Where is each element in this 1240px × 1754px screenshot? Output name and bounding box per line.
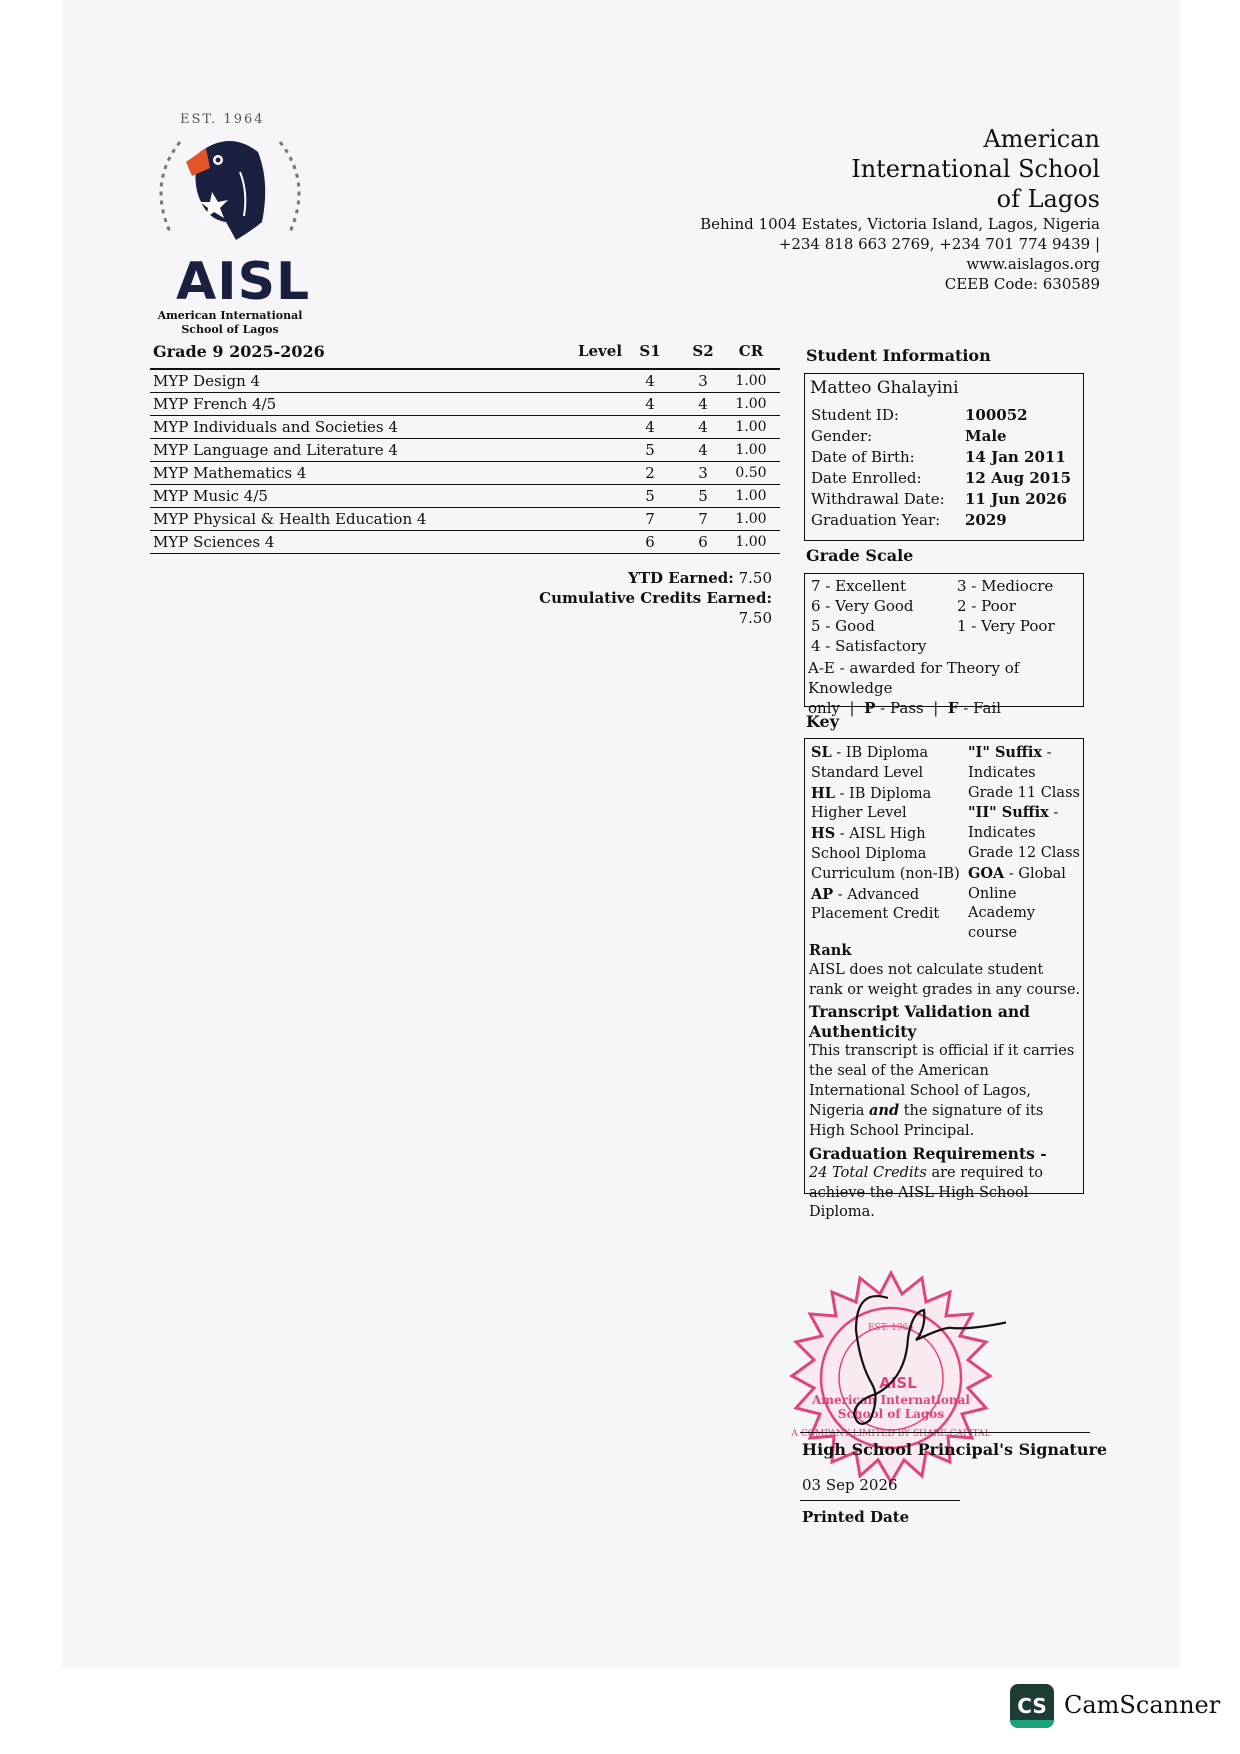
printed-date-value: 03 Sep 2026 xyxy=(802,1476,898,1494)
course-name: MYP Design 4 xyxy=(153,372,261,390)
school-phones: +234 818 663 2769, +234 701 774 9439 | xyxy=(778,235,1100,253)
student-field-value: 100052 xyxy=(965,406,1028,424)
logo-est-text: EST. 1964 xyxy=(180,112,265,127)
svg-text:EST. 1964: EST. 1964 xyxy=(867,1323,915,1333)
course-credit: 1.00 xyxy=(735,396,767,412)
course-row xyxy=(150,370,780,393)
grad-req-title: Graduation Requirements - xyxy=(809,1143,1047,1163)
course-name: MYP Music 4/5 xyxy=(153,487,268,505)
course-credit: 1.00 xyxy=(735,419,767,435)
student-field-row xyxy=(811,511,1081,533)
course-row xyxy=(150,416,780,439)
grade-scale-left xyxy=(811,576,951,656)
printed-date-line xyxy=(800,1500,960,1501)
grade-scale-title: Grade Scale xyxy=(806,546,914,565)
course-name: MYP Mathematics 4 xyxy=(153,464,307,482)
course-credit: 0.50 xyxy=(735,465,767,481)
key-notes xyxy=(809,941,1081,1223)
course-credit: 1.00 xyxy=(735,488,767,504)
col-s1: S1 xyxy=(639,342,661,360)
course-name: MYP Language and Literature 4 xyxy=(153,441,398,459)
student-field-row xyxy=(811,427,1081,449)
ytd-label: YTD Earned: xyxy=(628,569,734,587)
student-field-value: 12 Aug 2015 xyxy=(965,469,1072,487)
student-field-value: 11 Jun 2026 xyxy=(965,490,1067,508)
grade-scale-note-1: A-E - awarded for Theory of Knowledge xyxy=(808,659,1020,697)
student-field-label: Graduation Year: xyxy=(811,511,941,529)
course-row xyxy=(150,485,780,508)
student-field-row xyxy=(811,490,1081,512)
course-name: MYP French 4/5 xyxy=(153,395,277,413)
course-s2: 7 xyxy=(698,510,708,528)
school-address: Behind 1004 Estates, Victoria Island, Lagos, Nigeria xyxy=(700,215,1100,233)
course-row xyxy=(150,393,780,416)
course-name: MYP Physical & Health Education 4 xyxy=(153,510,427,528)
key-box xyxy=(804,738,1084,1221)
course-name: MYP Individuals and Societies 4 xyxy=(153,418,398,436)
student-info-box xyxy=(804,373,1084,541)
grade-scale-item: 5 - Good xyxy=(811,617,875,635)
printed-date-label: Printed Date xyxy=(802,1508,910,1526)
school-seal-stamp xyxy=(776,1268,1006,1498)
course-s2: 3 xyxy=(698,372,708,390)
grade-scale-note-2: only | P - Pass | F - Fail xyxy=(808,699,1002,717)
student-field-label: Withdrawal Date: xyxy=(811,490,945,508)
cumulative-label: Cumulative Credits Earned: xyxy=(539,589,772,607)
grade-year-heading: Grade 9 2025-2026 xyxy=(153,342,325,361)
grade-scale-item: 6 - Very Good xyxy=(811,597,914,615)
grade-scale-box xyxy=(804,573,1084,717)
eagle-emblem-icon xyxy=(140,112,320,262)
course-name: MYP Sciences 4 xyxy=(153,533,275,551)
student-field-label: Date Enrolled: xyxy=(811,469,922,487)
svg-text:American International: American International xyxy=(811,1393,971,1407)
grade-scale-item: 1 - Very Poor xyxy=(957,617,1055,635)
rank-title: Rank xyxy=(809,942,852,959)
course-credit: 1.00 xyxy=(735,442,767,458)
student-field-row xyxy=(811,406,1081,428)
course-s1: 7 xyxy=(645,510,655,528)
course-credit: 1.00 xyxy=(735,534,767,550)
grade-scale-item: 3 - Mediocre xyxy=(957,577,1054,595)
key-item: AP - Advanced Placement Credit xyxy=(811,885,940,923)
grade-scale-item: 4 - Satisfactory xyxy=(811,637,927,655)
key-title: Key xyxy=(806,712,840,731)
validation-text: This transcript is official if it carries the seal of the American International School of Lagos, Nigeria and the signature of its High School Principal. xyxy=(809,1042,1075,1140)
student-name: Matteo Ghalayini xyxy=(810,378,959,398)
school-logo xyxy=(140,112,320,336)
svg-text:AISL: AISL xyxy=(879,1374,917,1392)
course-row xyxy=(150,462,780,485)
course-s1: 4 xyxy=(645,418,655,436)
course-s2: 5 xyxy=(698,487,708,505)
course-s2: 3 xyxy=(698,464,708,482)
course-s1: 5 xyxy=(645,487,655,505)
course-row xyxy=(150,439,780,462)
course-row xyxy=(150,508,780,531)
svg-text:School of Lagos: School of Lagos xyxy=(837,1407,945,1421)
signature-label: High School Principal's Signature xyxy=(802,1440,1108,1459)
key-item: GOA - Global Online Academy course xyxy=(968,864,1066,942)
school-ceeb: CEEB Code: 630589 xyxy=(944,275,1100,293)
student-field-row xyxy=(811,448,1081,470)
grad-req-text: 24 Total Credits are required to achieve the AISL High School Diploma. xyxy=(809,1164,1043,1221)
col-s2: S2 xyxy=(692,342,714,360)
school-name: American International School of Lagos xyxy=(851,125,1100,213)
camscanner-logo-icon: CS xyxy=(1010,1684,1054,1728)
key-item: HS - AISL High School Diploma Curriculum (non-IB) xyxy=(811,825,960,882)
course-credit: 1.00 xyxy=(735,373,767,389)
key-item: "II" Suffix - Indicates Grade 12 Class xyxy=(968,804,1080,861)
grade-scale-note xyxy=(808,658,1083,718)
student-field-value: 14 Jan 2011 xyxy=(965,448,1066,466)
student-field-label: Gender: xyxy=(811,427,873,445)
grade-scale-item: 7 - Excellent xyxy=(811,577,906,595)
course-s1: 4 xyxy=(645,372,655,390)
key-right-column xyxy=(968,743,1083,944)
signature-line xyxy=(800,1432,1090,1433)
courses-header-row xyxy=(150,342,780,370)
grade-scale-item: 2 - Poor xyxy=(957,597,1016,615)
student-field-label: Student ID: xyxy=(811,406,899,424)
school-website: www.aislagos.org xyxy=(966,255,1100,273)
logo-subtitle: American International School of Lagos xyxy=(157,309,303,336)
courses-table xyxy=(150,342,780,554)
key-item: SL - IB Diploma Standard Level xyxy=(811,744,929,781)
school-header xyxy=(540,124,1100,294)
student-field-label: Date of Birth: xyxy=(811,448,915,466)
student-field-value: Male xyxy=(965,427,1007,445)
col-cr: CR xyxy=(738,342,764,360)
course-s1: 6 xyxy=(645,533,655,551)
course-s1: 2 xyxy=(645,464,655,482)
rank-text: AISL does not calculate student rank or weight grades in any course. xyxy=(809,961,1081,998)
ytd-value: 7.50 xyxy=(738,569,772,587)
course-row xyxy=(150,531,780,554)
student-field-row xyxy=(811,469,1081,491)
course-s2: 4 xyxy=(698,395,708,413)
grade-scale-right xyxy=(957,576,1083,636)
course-credit: 1.00 xyxy=(735,511,767,527)
course-s1: 5 xyxy=(645,441,655,459)
logo-wordmark: AISL xyxy=(176,252,311,312)
camscanner-watermark xyxy=(1010,1682,1220,1732)
course-s1: 4 xyxy=(645,395,655,413)
course-s2: 6 xyxy=(698,533,708,551)
key-left-column xyxy=(811,743,961,925)
key-item: HL - IB Diploma Higher Level xyxy=(811,784,932,822)
seal-icon xyxy=(776,1268,1006,1498)
course-s2: 4 xyxy=(698,441,708,459)
student-info-title: Student Information xyxy=(806,346,991,365)
cumulative-value: 7.50 xyxy=(738,609,772,627)
svg-text:A COMPANY LIMITED BY SHARE CAP: A COMPANY LIMITED BY SHARE CAPITAL xyxy=(791,1429,991,1439)
camscanner-text: CamScanner xyxy=(1064,1691,1221,1719)
credits-summary xyxy=(500,568,772,628)
validation-title: Transcript Validation and Authenticity xyxy=(809,1002,1031,1042)
student-field-value: 2029 xyxy=(965,511,1007,529)
col-level: Level xyxy=(577,342,623,360)
course-s2: 4 xyxy=(698,418,708,436)
key-item: "I" Suffix - Indicates Grade 11 Class xyxy=(968,744,1080,801)
